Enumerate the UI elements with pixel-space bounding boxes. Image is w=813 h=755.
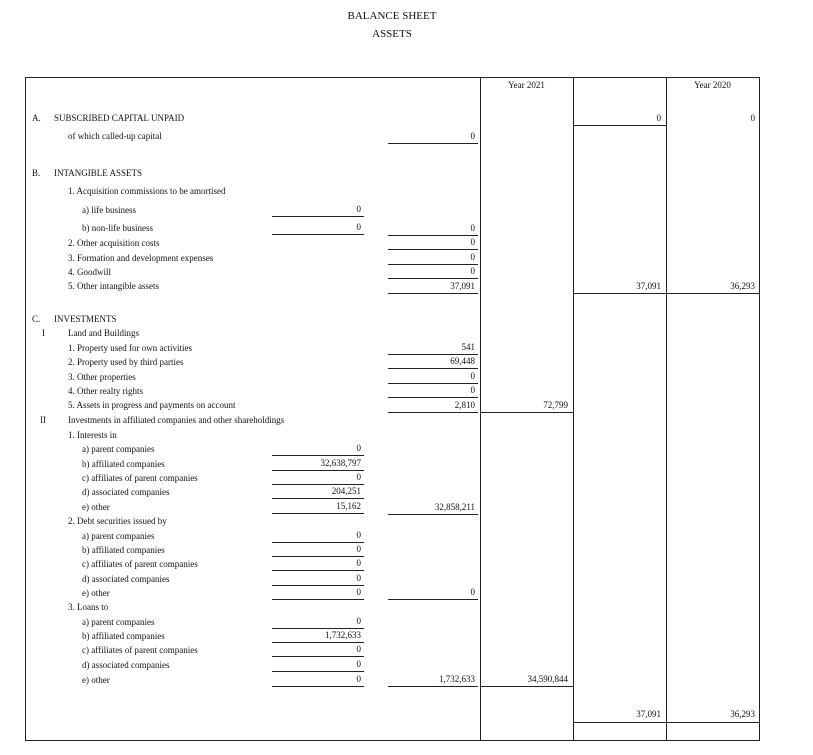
section-b-current: 37,091 xyxy=(636,281,661,291)
underline xyxy=(388,235,478,236)
underline xyxy=(272,234,364,235)
debt-d-label: d) associated companies xyxy=(82,574,170,584)
land-item-1-label: 1. Property used for own activities xyxy=(68,343,192,353)
loans-a-value: 0 xyxy=(356,616,361,626)
section-c-ii-total: 34,590,844 xyxy=(527,674,568,684)
interests-c-label: c) affiliates of parent companies xyxy=(82,473,198,483)
column-divider-2 xyxy=(573,77,574,741)
underline xyxy=(272,455,364,456)
underline xyxy=(667,293,759,294)
section-b-item2-value: 0 xyxy=(470,237,475,247)
underline xyxy=(272,470,364,471)
section-c-i-title: Land and Buildings xyxy=(68,328,139,338)
interests-d-label: d) associated companies xyxy=(82,487,170,497)
section-b-item3-label: 3. Formation and development expenses xyxy=(68,253,214,263)
debt-b-label: b) affiliated companies xyxy=(82,545,165,555)
section-b-item1-total: 0 xyxy=(470,223,475,233)
underline xyxy=(272,556,364,557)
column-divider-3 xyxy=(666,77,667,741)
section-c-title: INVESTMENTS xyxy=(54,314,117,324)
interests-label: 1. Interests in xyxy=(68,430,117,440)
underline xyxy=(388,397,478,398)
loans-d-label: d) associated companies xyxy=(82,660,170,670)
underline xyxy=(388,278,478,279)
section-b-item5-label: 5. Other intangible assets xyxy=(68,281,159,291)
debt-b-value: 0 xyxy=(356,544,361,554)
loans-b-value: 1,732,633 xyxy=(325,630,361,640)
section-a-letter: A. xyxy=(32,113,41,123)
debt-label: 2. Debt securities issued by xyxy=(68,516,167,526)
section-a-title: SUBSCRIBED CAPITAL UNPAID xyxy=(54,113,185,123)
loans-e-value: 0 xyxy=(356,674,361,684)
section-b-prior: 36,293 xyxy=(730,281,755,291)
loans-b-label: b) affiliated companies xyxy=(82,631,165,641)
section-a-current: 0 xyxy=(656,113,661,123)
section-b-item4-value: 0 xyxy=(470,266,475,276)
table-right-border xyxy=(759,77,760,741)
underline xyxy=(574,125,666,126)
footer-current-total: 37,091 xyxy=(636,709,661,719)
section-b-item1a-value: 0 xyxy=(356,204,361,214)
section-b-title: INTANGIBLE ASSETS xyxy=(54,168,143,178)
underline xyxy=(272,656,364,657)
interests-total: 32,858,211 xyxy=(434,502,475,512)
column-header-2020: Year 2020 xyxy=(694,80,731,90)
interests-a-label: a) parent companies xyxy=(82,444,155,454)
debt-a-label: a) parent companies xyxy=(82,531,155,541)
section-b-item5-value: 37,091 xyxy=(450,281,475,291)
table-top-border xyxy=(25,77,760,78)
underline xyxy=(388,143,478,144)
underline xyxy=(388,368,478,369)
section-a-called-up-label: of which called-up capital xyxy=(68,131,162,141)
underline xyxy=(272,498,364,499)
land-item-4-value: 0 xyxy=(470,385,475,395)
land-item-3-label: 3. Other properties xyxy=(68,372,136,382)
interests-c-value: 0 xyxy=(356,472,361,482)
underline xyxy=(272,513,364,514)
underline xyxy=(388,293,478,294)
underline xyxy=(481,686,573,687)
debt-a-value: 0 xyxy=(356,530,361,540)
underline xyxy=(388,686,478,687)
section-c-i-roman: I xyxy=(42,328,45,338)
interests-b-value: 32,638,797 xyxy=(320,458,361,468)
section-c-letter: C. xyxy=(32,314,41,324)
table-left-border xyxy=(25,77,26,741)
page-title: BALANCE SHEET xyxy=(347,10,437,22)
section-b-item2-label: 2. Other acquisition costs xyxy=(68,238,160,248)
underline xyxy=(272,542,364,543)
interests-e-label: e) other xyxy=(82,502,110,512)
page-subtitle: ASSETS xyxy=(372,28,412,40)
loans-label: 3. Loans to xyxy=(68,602,109,612)
underline xyxy=(481,412,573,413)
section-b-item4-label: 4. Goodwill xyxy=(68,267,112,277)
underline xyxy=(272,599,364,600)
footer-rule xyxy=(574,722,666,723)
section-b-item1b-value: 0 xyxy=(356,222,361,232)
section-c-ii-roman: II xyxy=(40,415,46,425)
debt-d-value: 0 xyxy=(356,573,361,583)
land-item-1-value: 541 xyxy=(461,342,475,352)
underline xyxy=(272,484,364,485)
debt-c-label: c) affiliates of parent companies xyxy=(82,559,198,569)
section-a-prior: 0 xyxy=(750,113,755,123)
debt-e-value: 0 xyxy=(356,587,361,597)
land-item-2-value: 69,448 xyxy=(450,356,475,366)
debt-e-label: e) other xyxy=(82,588,110,598)
loans-c-value: 0 xyxy=(356,644,361,654)
section-a-called-up-value: 0 xyxy=(470,131,475,141)
column-header-2021: Year 2021 xyxy=(508,80,545,90)
section-b-item1b-label: b) non-life business xyxy=(82,223,153,233)
footer-prior-total: 36,293 xyxy=(730,709,755,719)
interests-a-value: 0 xyxy=(356,443,361,453)
loans-a-label: a) parent companies xyxy=(82,617,155,627)
underline xyxy=(272,570,364,571)
loans-total: 1,732,633 xyxy=(439,674,475,684)
underline xyxy=(388,514,478,515)
underline xyxy=(272,628,364,629)
loans-e-label: e) other xyxy=(82,675,110,685)
section-c-ii-title: Investments in affiliated companies and other shareholdings xyxy=(68,415,285,425)
interests-e-value: 15,162 xyxy=(336,501,361,511)
underline xyxy=(388,383,478,384)
underline xyxy=(272,671,364,672)
section-b-letter: B. xyxy=(32,168,41,178)
land-item-3-value: 0 xyxy=(470,371,475,381)
land-item-2-label: 2. Property used by third parties xyxy=(68,357,184,367)
underline xyxy=(272,585,364,586)
underline xyxy=(272,216,364,217)
section-b-item1a-label: a) life business xyxy=(82,205,136,215)
underline xyxy=(388,599,478,600)
underline xyxy=(574,293,666,294)
underline xyxy=(388,412,478,413)
table-bottom-border xyxy=(25,740,760,741)
section-b-item1: 1. Acquisition commissions to be amortised xyxy=(68,186,226,196)
underline xyxy=(388,354,478,355)
interests-b-label: b) affiliated companies xyxy=(82,459,165,469)
interests-d-value: 204,251 xyxy=(331,486,361,496)
footer-rule xyxy=(667,722,759,723)
section-b-item3-value: 0 xyxy=(470,252,475,262)
underline xyxy=(272,686,364,687)
land-item-5-value: 2,810 xyxy=(454,400,475,410)
debt-total: 0 xyxy=(470,587,475,597)
underline xyxy=(388,264,478,265)
land-item-4-label: 4. Other realty rights xyxy=(68,386,143,396)
underline xyxy=(272,642,364,643)
underline xyxy=(388,249,478,250)
loans-c-label: c) affiliates of parent companies xyxy=(82,645,198,655)
loans-d-value: 0 xyxy=(356,659,361,669)
land-item-5-label: 5. Assets in progress and payments on account xyxy=(68,400,236,410)
land-total: 72,799 xyxy=(543,400,568,410)
debt-c-value: 0 xyxy=(356,558,361,568)
